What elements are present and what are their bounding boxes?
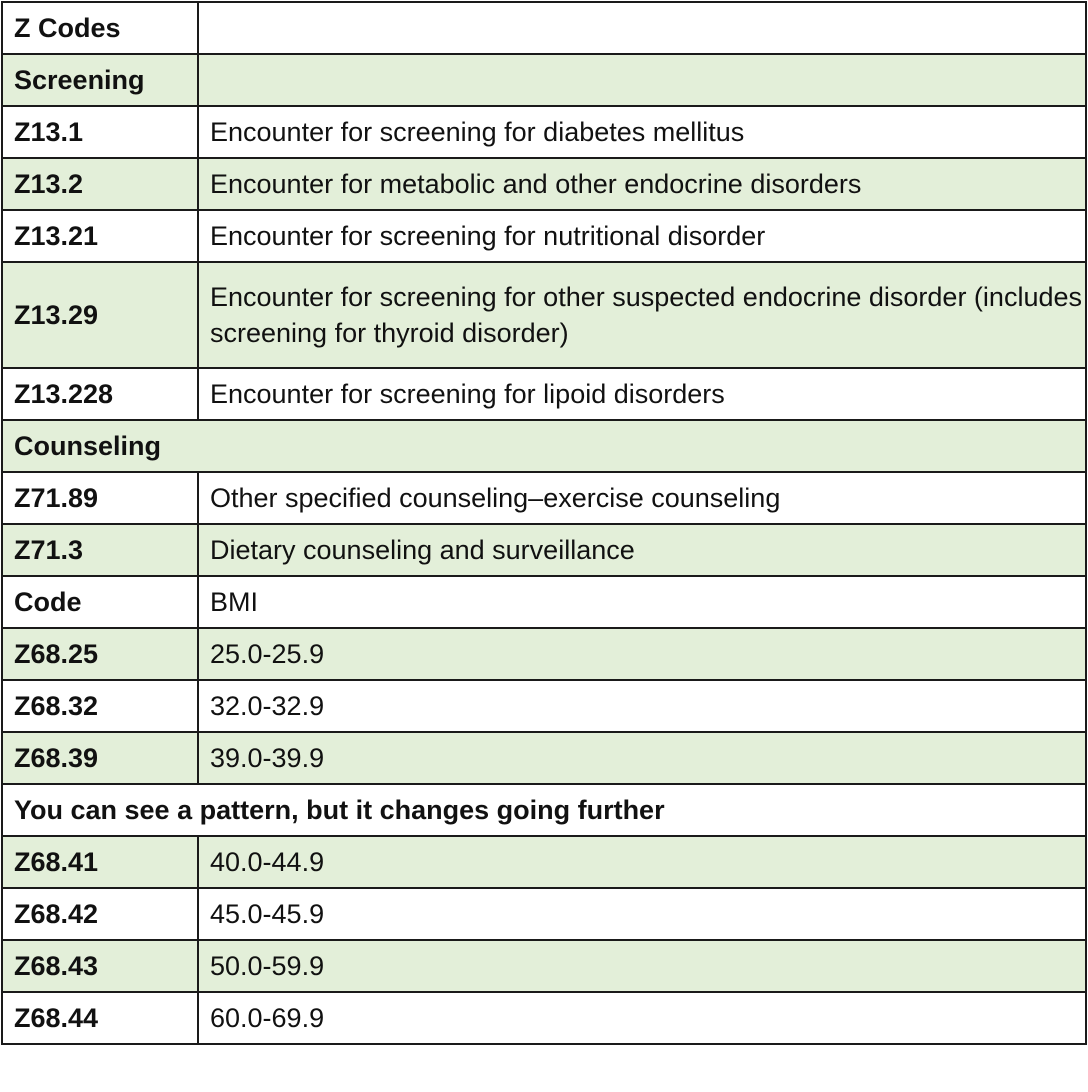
bmi-header-code-cell: Code: [2, 576, 198, 628]
code-cell: Z13.2: [2, 158, 198, 210]
section-label-pattern-note: You can see a pattern, but it changes going further: [2, 784, 1086, 836]
code-cell: Z13.1: [2, 106, 198, 158]
table-header-row: [2, 2, 1086, 54]
table-row: [2, 680, 1086, 732]
bmi-range-cell: 40.0-44.9: [198, 836, 1086, 888]
section-label-counseling: Counseling: [2, 420, 1086, 472]
section-row-screening: [2, 54, 1086, 106]
code-cell: Z68.43: [2, 940, 198, 992]
table-row: [2, 940, 1086, 992]
bmi-header-row: [2, 576, 1086, 628]
code-cell: Z71.3: [2, 524, 198, 576]
description-cell: Encounter for screening for lipoid disorders: [198, 368, 1086, 420]
section-empty-cell: [198, 54, 1086, 106]
table-row: [2, 472, 1086, 524]
bmi-range-cell: 39.0-39.9: [198, 732, 1086, 784]
bmi-header-desc-cell: BMI: [198, 576, 1086, 628]
description-cell: Encounter for metabolic and other endocrine disorders: [198, 158, 1086, 210]
bmi-range-cell: 25.0-25.9: [198, 628, 1086, 680]
code-cell: Z13.29: [2, 262, 198, 368]
code-cell: Z71.89: [2, 472, 198, 524]
code-cell: Z68.44: [2, 992, 198, 1044]
description-cell: Other specified counseling–exercise counseling: [198, 472, 1086, 524]
bmi-range-cell: 32.0-32.9: [198, 680, 1086, 732]
table-row: [2, 158, 1086, 210]
z-codes-table: [1, 1, 1087, 1045]
table-row: [2, 732, 1086, 784]
code-cell: Z68.39: [2, 732, 198, 784]
description-cell: Encounter for screening for nutritional disorder: [198, 210, 1086, 262]
bmi-range-cell: 60.0-69.9: [198, 992, 1086, 1044]
code-cell: Z68.32: [2, 680, 198, 732]
header-desc-cell: [198, 2, 1086, 54]
table-row: [2, 888, 1086, 940]
code-cell: Z13.21: [2, 210, 198, 262]
code-cell: Z13.228: [2, 368, 198, 420]
code-cell: Z68.42: [2, 888, 198, 940]
header-code-cell: Z Codes: [2, 2, 198, 54]
table-row: [2, 368, 1086, 420]
description-cell: Dietary counseling and surveillance: [198, 524, 1086, 576]
section-row-counseling: [2, 420, 1086, 472]
section-row-pattern-note: [2, 784, 1086, 836]
description-cell: Encounter for screening for other suspected endocrine disorder (includes screening for thyroid disorder): [198, 262, 1086, 368]
bmi-range-cell: 50.0-59.9: [198, 940, 1086, 992]
description-cell: Encounter for screening for diabetes mellitus: [198, 106, 1086, 158]
table-row: [2, 992, 1086, 1044]
code-cell: Z68.41: [2, 836, 198, 888]
table-row: [2, 262, 1086, 368]
table-row: [2, 106, 1086, 158]
code-cell: Z68.25: [2, 628, 198, 680]
table-row: [2, 210, 1086, 262]
table-row: [2, 524, 1086, 576]
section-label-screening: Screening: [2, 54, 198, 106]
table-row: [2, 836, 1086, 888]
table-row: [2, 628, 1086, 680]
bmi-range-cell: 45.0-45.9: [198, 888, 1086, 940]
